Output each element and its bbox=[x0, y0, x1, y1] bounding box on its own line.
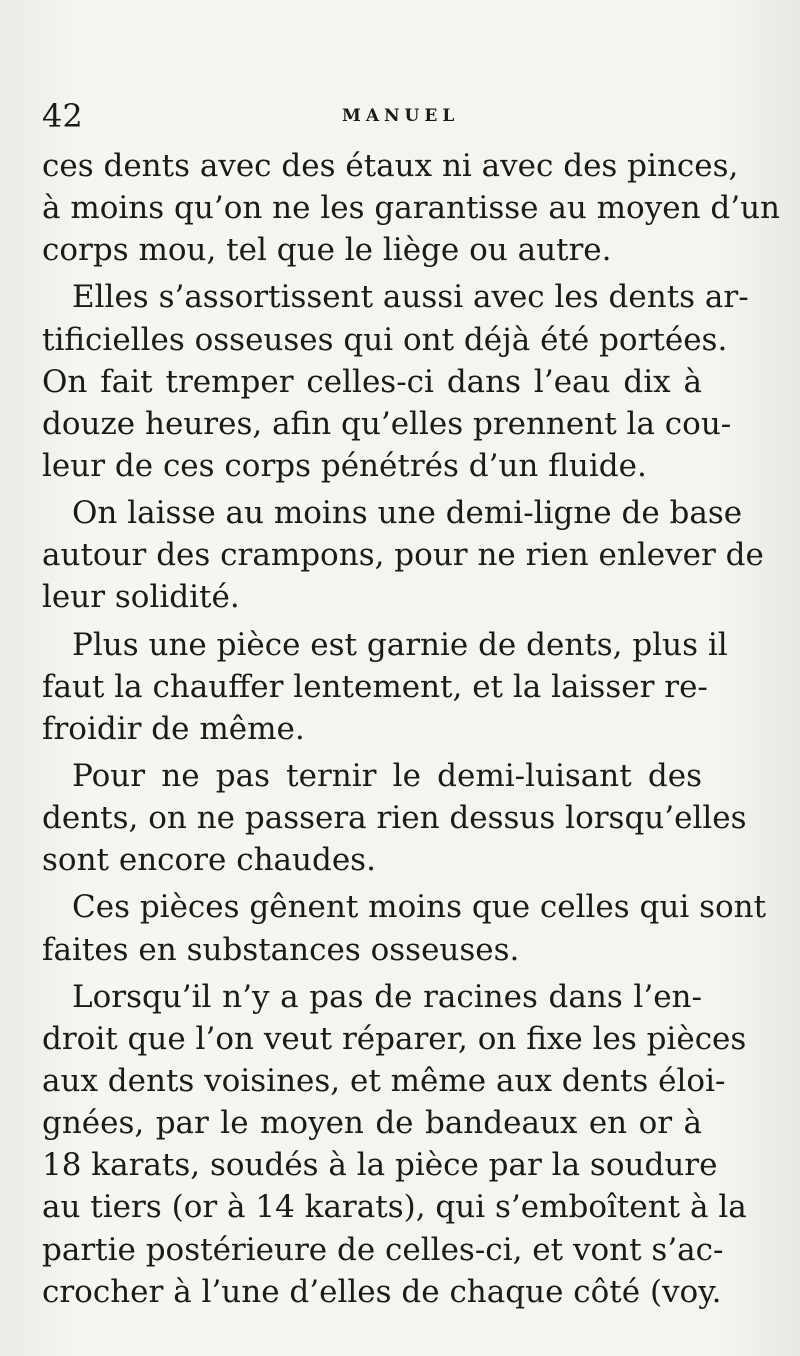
text-line: Ces pièces gênent moins que celles qui sont bbox=[72, 889, 767, 926]
paragraph bbox=[42, 886, 767, 970]
text-line: 18 karats, soudés à la pièce par la soudure bbox=[42, 1147, 718, 1184]
text-line: leur de ces corps pénétrés d’un fluide. bbox=[42, 447, 647, 484]
text-line: Elles s’assortissent aussi avec les dents ar- bbox=[72, 279, 749, 316]
text-line: aux dents voisines, et même aux dents éloi- bbox=[42, 1062, 726, 1099]
text-line: faut la chauffer lentement, et la laisser re- bbox=[42, 668, 708, 705]
paragraph bbox=[42, 276, 749, 487]
text-line: gnées, par le moyen de bandeaux en or à bbox=[42, 1105, 702, 1142]
running-title: MANUEL bbox=[342, 106, 460, 126]
paragraph bbox=[42, 976, 747, 1313]
text-line: corps mou, tel que le liège ou autre. bbox=[42, 232, 612, 269]
text-line: tificielles osseuses qui ont déjà été portées. bbox=[42, 321, 728, 358]
page-header bbox=[42, 96, 702, 136]
paragraph bbox=[42, 755, 747, 881]
text-line: Plus une pièce est garnie de dents, plus il bbox=[72, 626, 728, 663]
text-line: Pour ne pas ternir le demi-luisant des bbox=[72, 757, 702, 794]
text-line: crocher à l’une d’elles de chaque côté (voy. bbox=[42, 1273, 722, 1310]
text-line: froidir de même. bbox=[42, 710, 305, 747]
text-line: sont encore chaudes. bbox=[42, 842, 376, 879]
page-number: 42 bbox=[42, 97, 83, 135]
paragraph bbox=[42, 624, 728, 750]
text-line: On fait tremper celles-ci dans l’eau dix à bbox=[42, 363, 702, 400]
text-line: partie postérieure de celles-ci, et vont s’ac- bbox=[42, 1231, 724, 1268]
paragraph bbox=[42, 492, 764, 618]
text-line: douze heures, afin qu’elles prennent la cou- bbox=[42, 405, 732, 442]
text-line: faites en substances osseuses. bbox=[42, 931, 520, 968]
text-line: droit que l’on veut réparer, on fixe les pièces bbox=[42, 1020, 747, 1057]
text-line: leur solidité. bbox=[42, 579, 240, 616]
text-line: Lorsqu’il n’y a pas de racines dans l’en- bbox=[72, 978, 702, 1015]
text-line: autour des crampons, pour ne rien enlever de bbox=[42, 537, 764, 574]
text-line: ces dents avec des étaux ni avec des pinces, bbox=[42, 148, 739, 184]
text-line: à moins qu’on ne les garantisse au moyen d’un bbox=[42, 190, 781, 227]
text-body bbox=[42, 145, 781, 1318]
paragraph bbox=[42, 145, 781, 271]
text-line: au tiers (or à 14 karats), qui s’emboîtent à la bbox=[42, 1189, 747, 1226]
text-line: dents, on ne passera rien dessus lorsqu’elles bbox=[42, 800, 747, 837]
text-line: On laisse au moins une demi-ligne de base bbox=[72, 495, 743, 532]
